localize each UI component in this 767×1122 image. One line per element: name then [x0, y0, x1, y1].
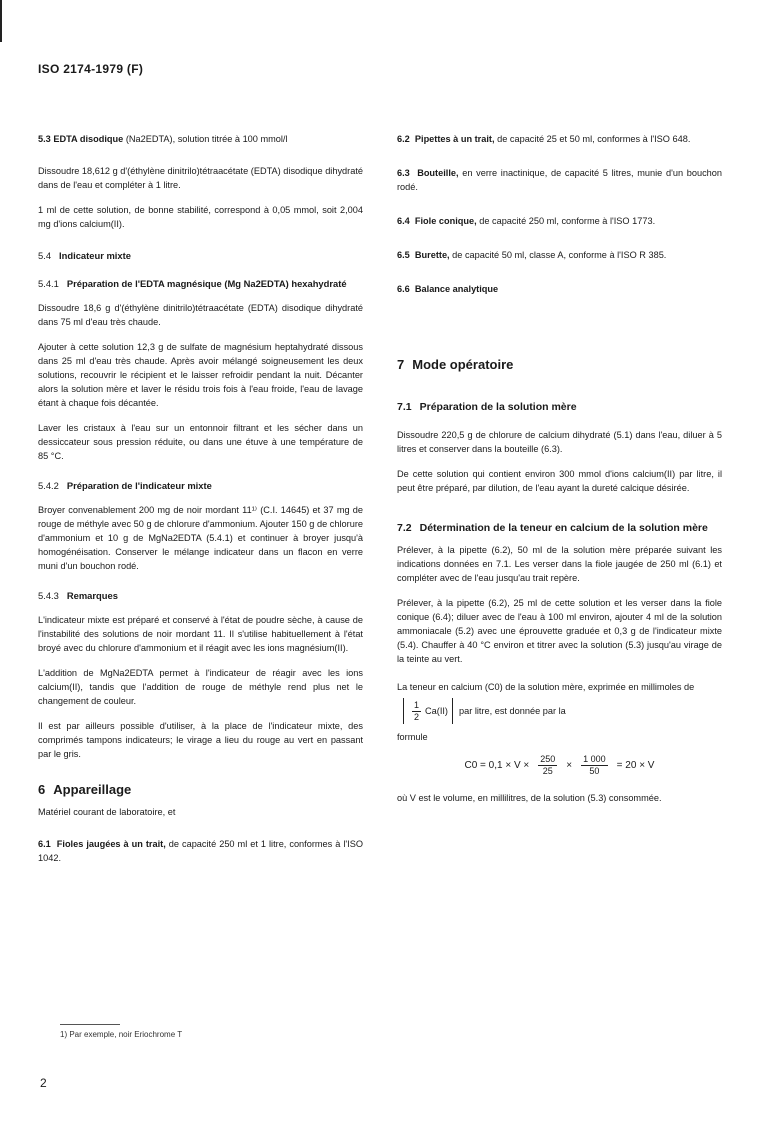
section-heading-6 — [38, 783, 363, 797]
item-6-3 — [397, 166, 722, 194]
fraction-numerator: 1 — [414, 699, 420, 710]
section-number: 7 — [397, 357, 405, 372]
section-title: Appareillage — [53, 782, 132, 797]
paragraph: 1 ml de cette solution, de bonne stabilité, correspond à 0,05 mmol, soit 2,004 mg d'ions calcium(II). — [38, 205, 363, 229]
paragraph: Ajouter à cette solution 12,3 g de sulfate de magnésium heptahydraté dissous dans 25 ml d'eau très chaude. Après avoir mélangé soigneusement les deux solutions, recouvrir le récipient et le laisser refroidir pendant la nuit. Décanter alors la solution mère et laver le résidu trois fois à l'eau froide, l'eau de lavage étant à chaque fois décantée. — [38, 342, 363, 408]
section-heading-5-4-3 — [38, 589, 363, 603]
item-6-4 — [397, 214, 722, 228]
bracket-expression — [403, 698, 453, 724]
left-column — [38, 132, 363, 876]
item-6-5 — [397, 248, 722, 262]
paragraph: Prélever, à la pipette (6.2), 25 ml de cette solution et les verser dans la fiole conique (6.4); diluer avec de l'eau à 100 ml environ, ajouter 4 ml de la solution ammoniacale (5.2) avec une éprouvette graduée et 0,3 g de l'indicateur mixte (5.4). Chauffer à 40 °C environ et titrer avec la solution (5.3) jusqu'au virage de la teinte au vert. — [397, 598, 722, 664]
footnote-rule — [60, 1024, 120, 1025]
paragraph: La teneur en calcium (C0) de la solution mère, exprimée en millimoles de — [397, 682, 695, 692]
item-number: 6.5 — [397, 250, 410, 260]
equation-lhs: C0 = 0,1 × V × — [464, 759, 530, 771]
section-title: Indicateur mixte — [59, 250, 131, 261]
paragraph: L'indicateur mixte est préparé et conservé à l'état de poudre sèche, à cause de l'instabilité des solutions de noir mordant 11. Il s'utilise habituellement à l'état broyé avec du chlorure d'ammonium et il réagit avec les ions magnésium(II). — [38, 615, 363, 653]
section-number: 7.2 — [397, 522, 412, 534]
item-text: de capacité 50 ml, classe A, conforme à l'ISO R 385. — [452, 250, 667, 260]
item-title: Bouteille, — [417, 168, 459, 178]
section-heading-7 — [397, 358, 722, 372]
section-title: Préparation de l'indicateur mixte — [66, 480, 212, 491]
section-title: Préparation de l'EDTA magnésique (Mg Na2EDTA) hexahydraté — [66, 278, 347, 289]
paragraph: où V est le volume, en millilitres, de la solution (5.3) consommée. — [397, 793, 662, 803]
unit-expression — [397, 698, 722, 724]
item-title: Fioles jaugées à un trait, — [56, 839, 166, 849]
section-heading-5-4-1 — [38, 277, 363, 291]
item-6-1 — [38, 837, 363, 865]
item-title: Burette, — [414, 250, 450, 260]
section-number: 7.1 — [397, 401, 412, 413]
paragraph: Laver les cristaux à l'eau sur un entonnoir filtrant et les sécher dans un dessiccateur sous pression réduite, ou dans une étuve à une température de 85 °C. — [38, 423, 363, 461]
item-title: Balance analytique — [414, 284, 499, 294]
paragraph: L'addition de MgNa2EDTA permet à l'indicateur de réagir avec les ions calcium(II), tandis que l'addition de rouge de méthyle rend plus net le changement de couleur. — [38, 668, 363, 706]
paragraph: formule — [397, 732, 428, 742]
fraction-denominator: 25 — [542, 766, 553, 776]
calcium-label: Ca(II) — [425, 706, 448, 716]
paragraph: Broyer convenablement 200 mg de noir mordant 11¹⁾ (C.I. 14645) et 37 mg de rouge de méthyle avec 50 g de chlorure d'ammonium. Ajouter 150 g de chlorure d'ammonium et 10 g de MgNa2EDTA (5.4.1) et continuer à broyer jusqu'à homogénéisation. Conserver le mélange indicateur dans un flacon en verre muni d'un bouchon rodé. — [38, 505, 363, 571]
paragraph: Matériel courant de laboratoire, et — [38, 807, 176, 817]
fraction — [538, 754, 557, 777]
section-number: 6 — [38, 782, 46, 797]
paragraph: Dissoudre 220,5 g de chlorure de calcium dihydraté (5.1) dans l'eau, diluer à 5 litres et conserver dans la bouteille (6.3). — [397, 430, 722, 454]
item-number: 6.2 — [397, 134, 410, 144]
item-title: Pipettes à un trait, — [414, 134, 495, 144]
section-heading-7-2 — [397, 521, 722, 535]
item-text: en verre inactinique, de capacité 5 litres, munie d'un bouchon rodé. — [397, 168, 723, 192]
paragraph: Il est par ailleurs possible d'utiliser, à la place de l'indicateur mixte, des comprimés tampons indicateurs; le virage a lieu du rouge au vert en passant par le gris. — [38, 721, 363, 759]
paragraph: Dissoudre 18,6 g d'(éthylène dinitrilo)tétraacétate (EDTA) disodique dihydraté dans 75 ml d'eau très chaude. — [38, 303, 363, 327]
fraction — [581, 754, 608, 777]
item-number: 6.6 — [397, 284, 410, 294]
right-column — [397, 132, 722, 816]
edta-title: 5.3 EDTA disodique — [38, 134, 124, 144]
fraction-numerator: 250 — [540, 754, 556, 764]
item-title: Fiole conique, — [414, 216, 477, 226]
section-heading-5-4-2 — [38, 479, 363, 493]
item-6-2 — [397, 132, 722, 146]
paragraph-continuation: par litre, est donnée par la — [458, 706, 566, 716]
page-edge-mark — [0, 0, 2, 42]
item-number: 6.4 — [397, 216, 410, 226]
section-number: 5.4.1 — [38, 278, 59, 289]
edta-desc: (Na2EDTA), solution titrée à 100 mmol/l — [125, 134, 288, 144]
section-heading-5-4 — [38, 249, 363, 263]
section-number: 5.4 — [38, 250, 52, 261]
paragraph-edta — [38, 132, 363, 146]
item-text: de capacité 25 et 50 ml, conformes à l'ISO 648. — [497, 134, 691, 144]
section-title: Détermination de la teneur en calcium de la solution mère — [419, 522, 708, 534]
fraction-denominator: 2 — [414, 711, 420, 722]
document-header: ISO 2174-1979 (F) — [38, 62, 144, 76]
equation-rhs: = 20 × V — [616, 759, 655, 771]
paragraph: De cette solution qui contient environ 300 mmol d'ions calcium(II) par litre, il peut être préparé, par dilution, de l'eau ayant la dureté calcique désirée. — [397, 469, 722, 493]
fraction-denominator: 50 — [589, 766, 600, 776]
section-title: Préparation de la solution mère — [419, 401, 577, 413]
item-text: de capacité 250 ml et 1 litre, conformes à l'ISO 1042. — [38, 839, 363, 863]
item-number: 6.3 — [397, 168, 410, 178]
item-text: de capacité 250 ml, conforme à l'ISO 1773. — [479, 216, 656, 226]
section-number: 5.4.2 — [38, 480, 59, 491]
section-number: 5.4.3 — [38, 590, 59, 601]
section-title: Remarques — [66, 590, 118, 601]
paragraph: Dissoudre 18,612 g d'(éthylène dinitrilo)tétraacétate (EDTA) disodique dihydraté dans de l'eau et compléter à 1 litre. — [38, 166, 363, 190]
equation — [397, 754, 722, 777]
section-title: Mode opératoire — [412, 357, 514, 372]
fraction — [412, 700, 421, 723]
paragraph: Prélever, à la pipette (6.2), 50 ml de la solution mère préparée suivant les indications données en 7.1. Les verser dans la fiole jaugée de 250 ml (6.1) et compléter avec de l'eau jusqu'au trait repère. — [397, 545, 722, 583]
footnote: 1) Par exemple, noir Eriochrome T — [60, 1030, 183, 1039]
section-heading-7-1 — [397, 400, 722, 414]
item-number: 6.1 — [38, 839, 51, 849]
fraction-numerator: 1 000 — [583, 754, 606, 764]
item-6-6 — [397, 282, 722, 296]
page-number: 2 — [40, 1076, 47, 1090]
multiply-sign: × — [566, 759, 573, 771]
